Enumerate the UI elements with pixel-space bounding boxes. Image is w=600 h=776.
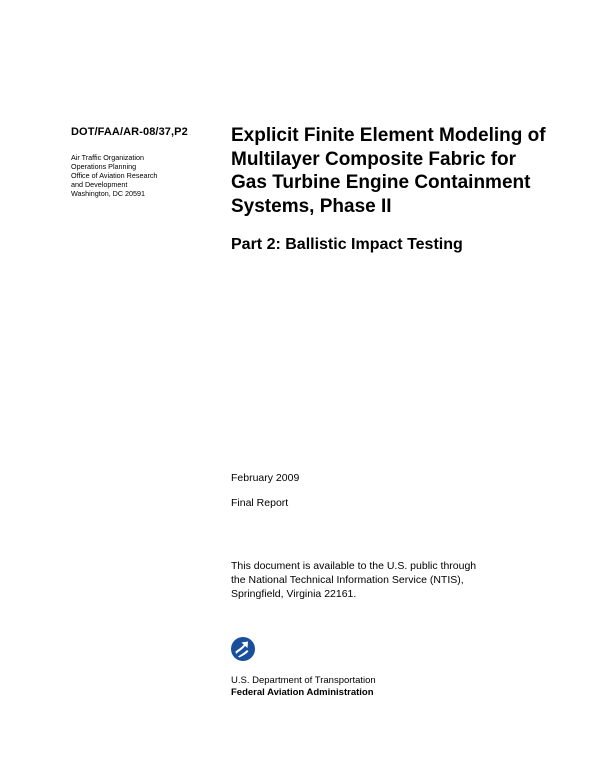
availability-line: This document is available to the U.S. public through: [231, 560, 477, 572]
administration-name: Federal Aviation Administration: [231, 686, 374, 698]
report-type: Final Report: [231, 497, 289, 509]
organization-line: and Development: [71, 180, 128, 189]
title-line: Systems, Phase II: [231, 195, 392, 217]
availability-statement: [231, 559, 476, 601]
report-date: February 2009: [231, 472, 300, 484]
availability-line: the National Technical Information Service (NTIS),: [231, 574, 464, 586]
organization-line: Washington, DC 20591: [71, 189, 146, 198]
organization-line: Air Traffic Organization: [71, 153, 144, 162]
title-line: Gas Turbine Engine Containment: [231, 172, 531, 193]
organization-line: Office of Aviation Research: [71, 171, 158, 180]
title-line: Explicit Finite Element Modeling of: [231, 125, 546, 146]
agency-block: [231, 675, 376, 698]
dot-logo-icon: [231, 637, 255, 661]
organization-address: [71, 153, 211, 198]
report-title: [231, 124, 581, 218]
availability-line: Springfield, Virginia 22161.: [231, 588, 357, 600]
organization-line: Operations Planning: [71, 162, 137, 171]
report-number: DOT/FAA/AR-08/37,P2: [71, 126, 188, 138]
department-name: U.S. Department of Transportation: [231, 675, 376, 686]
title-line: Multilayer Composite Fabric for: [231, 148, 517, 170]
report-subtitle: Part 2: Ballistic Impact Testing: [231, 236, 463, 253]
